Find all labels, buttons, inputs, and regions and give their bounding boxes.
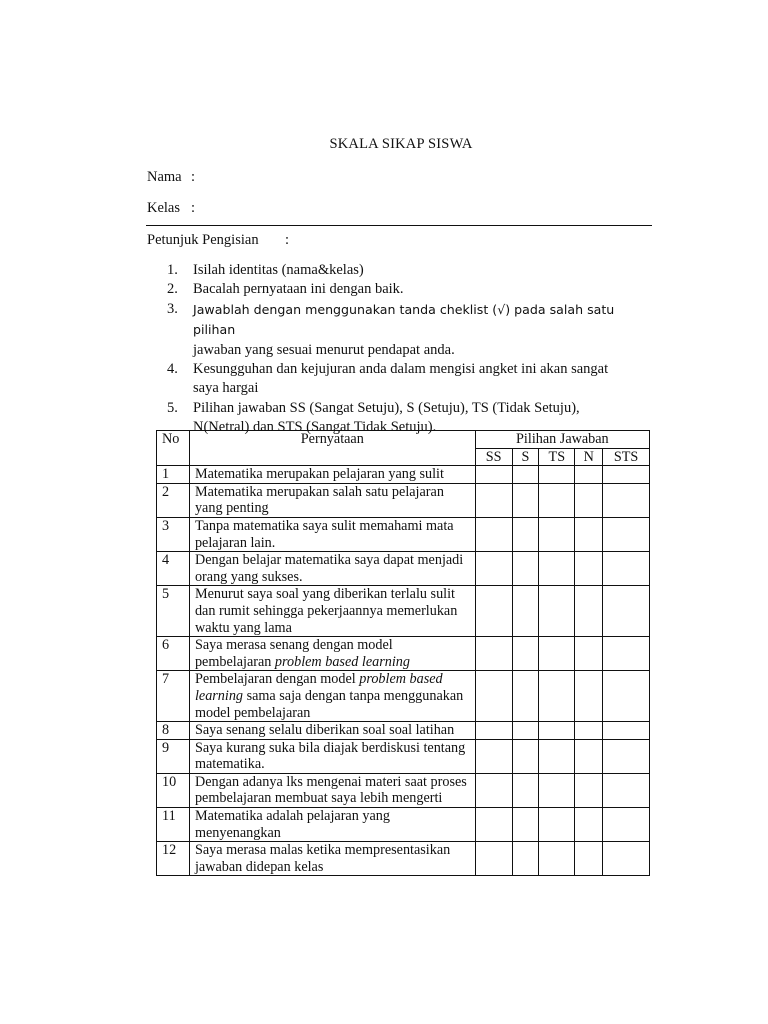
row-number: 8	[157, 722, 190, 740]
table-header-row	[157, 431, 650, 449]
row-number: 11	[157, 808, 190, 842]
row-statement	[189, 586, 475, 637]
header-pernyataan: Pernyataan	[189, 431, 475, 466]
statement-text: Saya senang selalu diberikan soal soal latihan	[194, 722, 455, 739]
answer-cell-sts[interactable]	[603, 517, 650, 551]
answer-cell-sts[interactable]	[603, 842, 650, 876]
answer-cell-s[interactable]	[512, 773, 539, 807]
header-option-s: S	[512, 448, 539, 466]
row-statement	[189, 483, 475, 517]
answer-cell-n[interactable]	[575, 552, 603, 586]
answer-cell-sts[interactable]	[603, 722, 650, 740]
instruction-text: saya hargai	[193, 380, 259, 397]
kelas-colon: :	[191, 200, 196, 216]
answer-cell-n[interactable]	[575, 517, 603, 551]
kelas-field	[147, 200, 196, 217]
instruction-list	[167, 261, 655, 438]
table-row	[157, 722, 650, 740]
answer-cell-sts[interactable]	[603, 483, 650, 517]
answer-cell-ts[interactable]	[539, 842, 575, 876]
answer-cell-ts[interactable]	[539, 671, 575, 722]
row-statement	[189, 552, 475, 586]
row-statement	[189, 722, 475, 740]
answer-cell-s[interactable]	[512, 483, 539, 517]
answer-cell-sts[interactable]	[603, 637, 650, 671]
row-number: 1	[157, 466, 190, 484]
row-statement	[189, 466, 475, 484]
kelas-label: Kelas	[147, 200, 181, 216]
answer-cell-s[interactable]	[512, 739, 539, 773]
statement-text: Saya merasa malas ketika mempresentasikan jawaban didepan kelas	[194, 842, 451, 875]
nama-field	[147, 169, 196, 186]
answer-cell-ts[interactable]	[539, 739, 575, 773]
answer-cell-ss[interactable]	[475, 552, 512, 586]
answer-cell-sts[interactable]	[603, 671, 650, 722]
answer-cell-s[interactable]	[512, 466, 539, 484]
header-no: No	[157, 431, 190, 466]
statement-text: Matematika merupakan pelajaran yang sulit	[194, 466, 444, 483]
petunjuk-label: Petunjuk Pengisian	[147, 232, 259, 248]
table-row	[157, 808, 650, 842]
instruction-item	[167, 280, 655, 299]
answer-cell-s[interactable]	[512, 808, 539, 842]
row-number: 6	[157, 637, 190, 671]
answer-cell-n[interactable]	[575, 773, 603, 807]
answer-cell-s[interactable]	[512, 637, 539, 671]
answer-cell-ss[interactable]	[475, 808, 512, 842]
answer-cell-s[interactable]	[512, 517, 539, 551]
row-number: 5	[157, 586, 190, 637]
answer-cell-sts[interactable]	[603, 808, 650, 842]
answer-cell-ts[interactable]	[539, 552, 575, 586]
row-number: 4	[157, 552, 190, 586]
answer-cell-ss[interactable]	[475, 466, 512, 484]
answer-cell-ts[interactable]	[539, 483, 575, 517]
row-number: 12	[157, 842, 190, 876]
row-number: 7	[157, 671, 190, 722]
row-number: 3	[157, 517, 190, 551]
table-row	[157, 773, 650, 807]
row-number: 9	[157, 739, 190, 773]
row-statement	[189, 842, 475, 876]
instruction-text: N(Netral) dan STS (Sangat Tidak Setuju).	[193, 419, 437, 436]
answer-cell-ss[interactable]	[475, 842, 512, 876]
row-statement	[189, 739, 475, 773]
answer-cell-ts[interactable]	[539, 808, 575, 842]
answer-cell-ts[interactable]	[539, 637, 575, 671]
answer-cell-ss[interactable]	[475, 739, 512, 773]
answer-cell-sts[interactable]	[603, 586, 650, 637]
answer-cell-n[interactable]	[575, 722, 603, 740]
table-row	[157, 586, 650, 637]
answer-cell-n[interactable]	[575, 586, 603, 637]
statement-text: Tanpa matematika saya sulit memahami mata pelajaran lain.	[194, 517, 454, 551]
answer-cell-ss[interactable]	[475, 517, 512, 551]
answer-cell-s[interactable]	[512, 552, 539, 586]
statement-text: Dengan belajar matematika saya dapat menjadi orang yang sukses.	[194, 552, 464, 585]
answer-cell-ss[interactable]	[475, 671, 512, 722]
petunjuk-heading	[147, 232, 290, 249]
answer-cell-ss[interactable]	[475, 586, 512, 637]
answer-cell-ss[interactable]	[475, 722, 512, 740]
statement-text: sama saja dengan tanpa menggunakan model pembelajaran	[194, 687, 464, 721]
answer-cell-ts[interactable]	[539, 466, 575, 484]
instruction-item	[167, 360, 655, 399]
header-pilihan-jawaban: Pilihan Jawaban	[475, 431, 649, 449]
answer-cell-ss[interactable]	[475, 483, 512, 517]
document-title: SKALA SIKAP SISWA	[329, 136, 473, 152]
row-statement	[189, 517, 475, 551]
answer-cell-ss[interactable]	[475, 773, 512, 807]
instruction-text: Kesungguhan dan kejujuran anda dalam mengisi angket ini akan sangat	[193, 361, 609, 378]
answer-cell-s[interactable]	[512, 722, 539, 740]
instruction-text: Pilihan jawaban SS (Sangat Setuju), S (Setuju), TS (Tidak Setuju),	[193, 399, 580, 416]
statement-text: Menurut saya soal yang diberikan terlalu sulit dan rumit sehingga pekerjaannya memerlukan waktu yang lama	[194, 586, 458, 636]
answer-cell-n[interactable]	[575, 483, 603, 517]
instruction-number: 4.	[167, 361, 178, 378]
instruction-text: ) pada salah satu pilihan	[193, 301, 615, 338]
row-number: 10	[157, 773, 190, 807]
instruction-number: 1.	[167, 262, 178, 278]
answer-cell-ts[interactable]	[539, 517, 575, 551]
checkmark-symbol: √	[497, 301, 506, 317]
instruction-number: 5.	[167, 399, 178, 416]
row-statement	[189, 671, 475, 722]
answer-cell-s[interactable]	[512, 671, 539, 722]
statement-text: Pembelajaran dengan model	[194, 671, 360, 688]
table-body	[157, 466, 650, 876]
table-row	[157, 483, 650, 517]
instruction-item	[167, 300, 655, 360]
answer-cell-ts[interactable]	[539, 586, 575, 637]
questionnaire-table	[156, 430, 650, 876]
instruction-item	[167, 261, 655, 280]
answer-cell-s[interactable]	[512, 586, 539, 637]
header-option-n: N	[575, 448, 603, 466]
answer-cell-ss[interactable]	[475, 637, 512, 671]
table-row	[157, 517, 650, 551]
answer-cell-sts[interactable]	[603, 466, 650, 484]
petunjuk-colon: :	[285, 232, 290, 248]
statement-text: Saya kurang suka bila diajak berdiskusi tentang matematika.	[194, 739, 466, 773]
answer-cell-ts[interactable]	[539, 773, 575, 807]
row-number: 2	[157, 483, 190, 517]
answer-cell-sts[interactable]	[603, 739, 650, 773]
answer-cell-ts[interactable]	[539, 722, 575, 740]
statement-text: Saya merasa senang dengan model pembelajaran	[194, 637, 393, 670]
instruction-text: jawaban yang sesuai menurut pendapat anda.	[193, 341, 455, 358]
divider-line	[146, 225, 652, 226]
table-row	[157, 637, 650, 671]
row-statement	[189, 637, 475, 671]
instruction-text: Isilah identitas (nama&kelas)	[193, 262, 364, 278]
answer-cell-sts[interactable]	[603, 773, 650, 807]
header-option-ss: SS	[475, 448, 512, 466]
statement-italic-text: problem based learning	[194, 671, 443, 704]
row-statement	[189, 808, 475, 842]
table-row	[157, 552, 650, 586]
answer-cell-n[interactable]	[575, 671, 603, 722]
header-option-ts: TS	[539, 448, 575, 466]
answer-cell-n[interactable]	[575, 739, 603, 773]
statement-text: Dengan adanya lks mengenai materi saat proses pembelajaran membuat saya lebih mengerti	[194, 773, 467, 807]
instruction-number: 2.	[167, 281, 178, 298]
statement-text: Matematika merupakan salah satu pelajaran yang penting	[194, 483, 444, 517]
answer-cell-n[interactable]	[575, 842, 603, 876]
answer-cell-n[interactable]	[575, 808, 603, 842]
answer-cell-s[interactable]	[512, 842, 539, 876]
table-row	[157, 671, 650, 722]
answer-cell-n[interactable]	[575, 466, 603, 484]
table-row	[157, 739, 650, 773]
nama-colon: :	[191, 169, 196, 185]
nama-label: Nama	[147, 169, 182, 185]
statement-text: Matematika adalah pelajaran yang menyenangkan	[194, 808, 390, 841]
answer-cell-sts[interactable]	[603, 552, 650, 586]
table-row	[157, 842, 650, 876]
instruction-text: Jawablah dengan menggunakan tanda cheklist (	[193, 301, 498, 317]
header-option-sts: STS	[603, 448, 650, 466]
instruction-text: Bacalah pernyataan ini dengan baik.	[193, 281, 404, 298]
row-statement	[189, 773, 475, 807]
instruction-number: 3.	[167, 300, 178, 317]
statement-italic-text: problem based learning	[274, 653, 410, 670]
answer-cell-n[interactable]	[575, 637, 603, 671]
table-row	[157, 466, 650, 484]
